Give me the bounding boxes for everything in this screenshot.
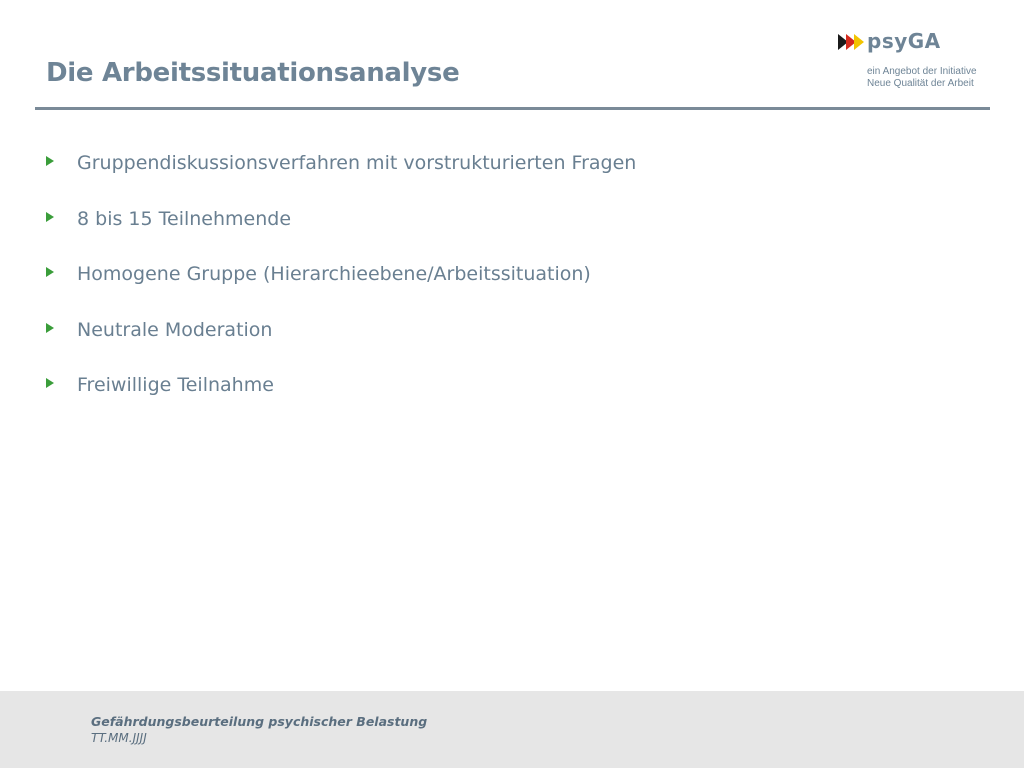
bullet-text: Freiwillige Teilnahme <box>77 374 274 396</box>
arrow-chevrons-icon <box>838 33 868 51</box>
bullet-text: Homogene Gruppe (Hierarchieebene/Arbeitssituation) <box>77 263 591 285</box>
triangle-right-icon <box>46 206 77 222</box>
logo-wordmark: psyGA <box>867 29 941 53</box>
list-item <box>46 317 636 373</box>
triangle-right-icon <box>46 150 77 166</box>
list-item <box>46 206 636 262</box>
triangle-right-icon <box>46 261 77 277</box>
triangle-right-icon <box>46 317 77 333</box>
title-divider <box>35 107 990 110</box>
list-item <box>46 261 636 317</box>
list-item <box>46 372 636 428</box>
psyga-logo <box>838 30 988 92</box>
footer-caption: Gefährdungsbeurteilung psychischer Belastung <box>91 714 428 729</box>
footer-date: TT.MM.JJJJ <box>91 731 147 745</box>
triangle-right-icon <box>46 372 77 388</box>
bullet-list <box>46 150 636 428</box>
bullet-text: Neutrale Moderation <box>77 318 273 341</box>
footer <box>0 691 1024 768</box>
slide-title: Die Arbeitssituationsanalyse <box>46 58 460 88</box>
bullet-text: 8 bis 15 Teilnehmende <box>77 207 292 230</box>
logo-tagline: ein Angebot der Initiative <box>867 66 977 77</box>
bullet-text: Gruppendiskussionsverfahren mit vorstrukturierten Fragen <box>77 152 637 174</box>
list-item <box>46 150 636 206</box>
logo-tagline-secondary: Neue Qualität der Arbeit <box>867 78 974 89</box>
